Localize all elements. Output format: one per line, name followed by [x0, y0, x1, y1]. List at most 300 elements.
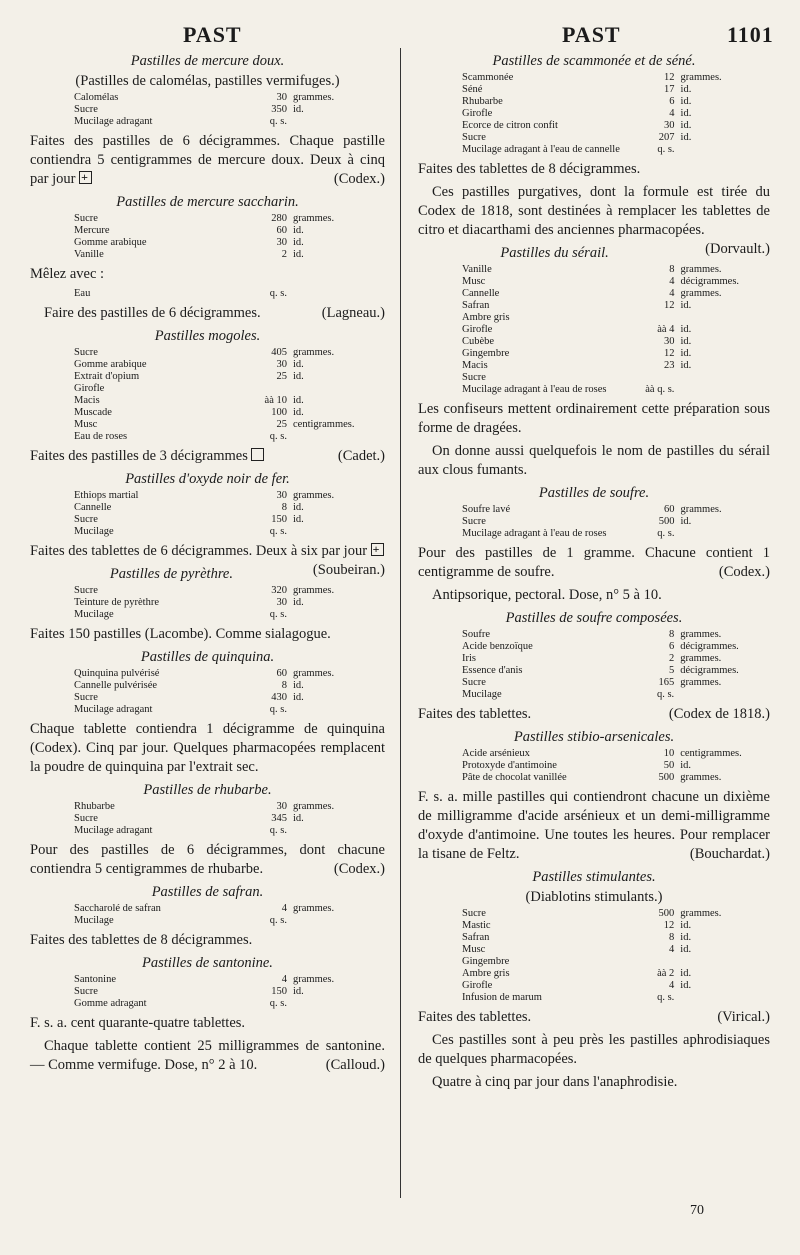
ingredient-name: Sucre: [462, 132, 486, 143]
source-citation: (Cadet.): [337, 448, 385, 464]
ingredient-row: [74, 704, 383, 716]
page-number: 1101: [727, 22, 774, 47]
ingredient-row: [74, 597, 383, 609]
ingredient-quantity: àà q. s.: [645, 384, 675, 395]
ingredient-unit: [293, 998, 383, 1010]
ingredient-row: [74, 680, 383, 692]
ingredient-quantity: 4: [669, 288, 675, 299]
ingredient-name: Gomme arabique: [74, 359, 147, 370]
ingredient-quantity: 500: [658, 772, 675, 783]
ingredient-name: Rhubarbe: [74, 801, 115, 812]
instruction-text: Pour des pastilles de 6 décigrammes, dont chacune contiendra 5 centigrammes de rhubarbe.: [30, 842, 385, 877]
ingredient-quantity: q. s.: [269, 609, 287, 620]
ingredient-name: Santonine: [74, 974, 116, 985]
ingredient-unit: id.: [293, 502, 304, 513]
recipe-instructions: [30, 447, 385, 466]
ingredient-quantity: q. s.: [269, 116, 287, 127]
ingredient-quantity: 8: [668, 629, 675, 640]
ingredient-name: Girofle: [74, 383, 105, 394]
recipe-instructions: [30, 132, 385, 189]
recipe-section: [30, 648, 385, 777]
recipe-table: [74, 903, 383, 927]
ingredient-unit: [293, 383, 383, 395]
ingredient-name: Gomme adragant: [74, 998, 147, 1009]
recipe-title: Pastilles mogoles.: [154, 328, 261, 344]
ingredient-name: Macis: [74, 395, 100, 406]
ingredient-unit: id.: [680, 944, 692, 955]
ingredient-name: Acide arsénieux: [462, 748, 530, 759]
ingredient-quantity: 2: [281, 249, 287, 260]
recipe-table: [74, 347, 383, 443]
ingredient-quantity: 4: [669, 276, 675, 287]
ingredient-row: [462, 360, 770, 372]
ingredient-name: Mucilage: [74, 609, 114, 620]
ingredient-row: [74, 347, 383, 359]
ingredient-unit: [680, 384, 770, 396]
running-head-center: PAST: [562, 22, 621, 47]
ingredient-unit: id.: [293, 514, 304, 525]
recipe-dosage: [418, 1073, 770, 1092]
ingredient-quantity: 4: [669, 108, 675, 119]
ingredient-row: [462, 84, 770, 96]
ingredient-quantity: q. s.: [269, 288, 287, 299]
ingredient-name: Soufre: [462, 629, 490, 640]
ingredient-name: Sucre: [74, 347, 98, 358]
recipe-subtitle: (Diablotins stimulants.): [525, 889, 663, 905]
ingredient-name: Musc: [462, 276, 486, 287]
ingredient-unit: id.: [680, 968, 692, 979]
ingredient-unit: id.: [680, 132, 692, 143]
ingredient-quantity: 8: [669, 264, 675, 275]
ingredient-unit: id.: [293, 692, 304, 703]
instruction-text: Pour des pastilles de 1 gramme. Chacune contient 1 centigramme de soufre.: [418, 545, 770, 580]
ingredient-name: Ambre gris: [462, 312, 510, 323]
ingredient-quantity: [249, 383, 293, 395]
source-citation: (Codex de 1818.): [668, 706, 770, 722]
ingredient-unit: grammes.: [680, 72, 722, 83]
ingredient-row: [462, 629, 770, 641]
ingredient-quantity: 30: [664, 120, 675, 131]
ingredient-unit: id.: [680, 920, 692, 931]
ingredient-name: Infusion de marum: [462, 992, 542, 1003]
ingredient-row: [74, 668, 383, 680]
recipe-instructions: [418, 544, 770, 582]
recipe-instructions: [30, 720, 385, 777]
recipe-notes: [30, 1037, 385, 1075]
ingredient-name: Cannelle: [74, 502, 112, 513]
recipe-title: Pastilles de soufre.: [538, 485, 650, 501]
ingredient-unit: [680, 372, 770, 384]
ingredient-unit: décigrammes.: [680, 276, 740, 287]
ingredient-name: Extrait d'opium: [74, 371, 140, 382]
recipe-instructions: [418, 1008, 770, 1027]
instruction-text: Faites des pastilles de 3 décigrammes: [30, 448, 248, 464]
recipe-instructions: [30, 1014, 385, 1033]
ingredient-unit: décigrammes.: [680, 665, 739, 676]
source-citation: (Soubeiran.): [312, 562, 385, 578]
ingredient-row: [462, 689, 770, 701]
ingredient-unit: grammes.: [293, 92, 335, 103]
ingredient-quantity: 500: [658, 516, 675, 527]
instruction-text: F. s. a. cent quarante-quatre tablettes.: [30, 1015, 246, 1031]
ingredient-name: Cannelle: [462, 288, 500, 299]
recipe-title: Pastilles de mercure saccharin.: [116, 194, 299, 210]
instruction-text: Faites 150 pastilles (Lacombe). Comme sialagogue.: [30, 626, 331, 642]
ingredient-quantity: q. s.: [657, 144, 675, 155]
recipe-section: [30, 52, 385, 189]
dose-symbol-icon: [371, 543, 384, 556]
ingredient-name: Sucre: [74, 213, 98, 224]
source-citation: (Codex.): [333, 171, 385, 187]
recipe-table: [74, 585, 383, 621]
ingredient-quantity: q. s.: [269, 915, 287, 926]
ingredient-row: [462, 324, 770, 336]
ingredient-name: Mucilage adragant: [74, 825, 153, 836]
recipe-instructions: [30, 931, 385, 950]
ingredient-name: Mastic: [462, 920, 491, 931]
ingredient-row: [462, 348, 770, 360]
ingredient-unit: [681, 144, 770, 156]
recipe-table: [462, 264, 770, 396]
ingredient-quantity: q. s.: [269, 526, 287, 537]
ingredient-unit: grammes.: [293, 490, 335, 501]
ingredient-quantity: 12: [663, 348, 675, 359]
source-citation: (Codex.): [333, 861, 385, 877]
ingredient-name: Eau: [74, 288, 91, 299]
ingredient-unit: [293, 825, 383, 837]
ingredient-row: [462, 920, 770, 932]
ingredient-quantity: 30: [276, 801, 287, 812]
ingredient-quantity: 60: [276, 225, 287, 236]
ingredient-unit: [293, 526, 383, 538]
ingredient-unit: grammes.: [680, 908, 722, 919]
ingredient-name: Muscade: [74, 407, 112, 418]
ingredient-name: Girofle: [462, 324, 493, 335]
ingredient-unit: id.: [293, 249, 304, 260]
ingredient-name: Mucilage adragant: [74, 704, 153, 715]
ingredient-name: Ambre gris: [462, 968, 510, 979]
source-citation: (Dorvault.): [705, 241, 770, 257]
ingredient-unit: id.: [293, 813, 304, 824]
notes-text: Ces pastilles purgatives, dont la formule est tirée du Codex de 1818, sont destinées à remplacer les tablettes de citro et diacarthami des anciennes pharmacopées.: [418, 184, 770, 238]
ingredient-quantity: 280: [271, 213, 287, 224]
ingredient-quantity: 6: [668, 641, 675, 652]
ingredient-row: [74, 502, 383, 514]
ingredient-unit: grammes.: [293, 903, 335, 914]
ingredient-quantity: q. s.: [269, 431, 287, 442]
ingredient-row: [462, 264, 770, 276]
instruction-text: Faites des pastilles de 6 décigrammes. Chaque pastille contiendra 5 centigrammes de mercure doux. Deux à cinq par jour: [30, 133, 385, 187]
ingredient-quantity: 350: [271, 104, 287, 115]
recipe-notes: [418, 442, 770, 480]
ingredient-quantity: 405: [271, 347, 287, 358]
ingredient-quantity: 6: [669, 96, 675, 107]
recipe-table: [74, 974, 383, 1010]
ingredient-quantity: àà 10: [264, 395, 287, 406]
recipe-instructions: [30, 265, 385, 284]
ingredient-quantity: 12: [664, 72, 675, 83]
ingredient-row: [462, 144, 770, 156]
instruction-text: Chaque tablette contiendra 1 décigramme de quinquina (Codex). Cinq par jour. Quelques pharmacopées remplacent la poudre de quinquina par l'extrait sec.: [30, 721, 385, 775]
ingredient-name: Ecorce de citron confit: [462, 120, 558, 131]
ingredient-unit: id.: [680, 360, 692, 371]
recipe-instructions: [30, 841, 385, 879]
ingredient-row: [462, 120, 770, 132]
ingredient-name: Soufre lavé: [462, 504, 511, 515]
ingredient-row: [74, 974, 383, 986]
recipe-title: Pastilles d'oxyde noir de fer.: [125, 471, 290, 487]
ingredient-quantity: 150: [271, 514, 287, 525]
ingredient-row: [462, 336, 770, 348]
dosage-text: Quatre à cinq par jour dans l'anaphrodisie.: [432, 1074, 678, 1090]
source-citation: (Virical.): [717, 1009, 770, 1025]
ingredient-quantity: 30: [276, 92, 287, 103]
ingredient-quantity: 30: [276, 597, 287, 608]
recipe-table: [74, 92, 383, 128]
ingredient-name: Mucilage: [74, 915, 114, 926]
ingredient-name: Musc: [74, 419, 98, 430]
ingredient-quantity: 50: [663, 760, 675, 771]
recipe-title: Pastilles de rhubarbe.: [143, 782, 272, 798]
ingredient-quantity: 12: [663, 300, 675, 311]
right-column: [418, 48, 770, 1096]
ingredient-unit: id.: [293, 237, 304, 248]
ingredient-row: [462, 528, 770, 540]
ingredient-row: [462, 748, 770, 760]
footer-number: 70: [690, 1203, 704, 1218]
ingredient-name: Mucilage adragant à l'eau de roses: [462, 528, 607, 539]
ingredient-row: [74, 371, 383, 383]
ingredient-quantity: 30: [663, 336, 675, 347]
ingredient-row: [74, 609, 383, 621]
ingredient-name: Girofle: [462, 108, 493, 119]
recipe-subtitle: (Pastilles de calomélas, pastilles vermifuges.): [75, 73, 340, 89]
ingredient-unit: id.: [293, 104, 304, 115]
recipe-title: Pastilles stimulantes.: [532, 869, 656, 885]
ingredient-row: [462, 300, 770, 312]
ingredient-name: Iris: [462, 653, 476, 664]
running-head-left: PAST: [183, 22, 242, 47]
ingredient-unit: grammes.: [680, 772, 722, 783]
ingredient-name: Essence d'anis: [462, 665, 523, 676]
ingredient-name: Eau de roses: [74, 431, 128, 442]
recipe-title: Pastilles stibio-arsenicales.: [513, 729, 675, 745]
notes-text: On donne aussi quelquefois le nom de pastilles du sérail aux clous fumants.: [418, 443, 770, 478]
ingredient-quantity: 500: [658, 908, 675, 919]
left-column: [30, 48, 385, 1079]
ingredient-quantity: 4: [281, 903, 287, 914]
ingredient-row: [74, 237, 383, 249]
recipe-section: [30, 327, 385, 466]
ingredient-row: [74, 383, 383, 395]
recipe-instructions: [418, 400, 770, 438]
instruction-text: Faites des tablettes.: [418, 1009, 532, 1025]
ingredient-name: Scammonée: [462, 72, 514, 83]
ingredient-row: [74, 116, 383, 128]
ingredient-unit: id.: [293, 371, 304, 382]
recipe-instructions: [418, 705, 770, 724]
ingredient-name: Ethiops martial: [74, 490, 139, 501]
ingredient-name: Calomélas: [74, 92, 119, 103]
ingredient-row: [462, 516, 770, 528]
ingredient-unit: grammes.: [680, 677, 722, 688]
ingredient-name: Vanille: [74, 249, 104, 260]
ingredient-unit: centigrammes.: [293, 419, 355, 430]
notes-text: Ces pastilles sont à peu près les pastilles aphrodisiaques de quelques pharmacopées.: [418, 1032, 770, 1067]
ingredient-quantity: q. s.: [269, 998, 287, 1009]
ingredient-row: [462, 944, 770, 956]
ingredient-row: [74, 419, 383, 431]
ingredient-quantity: 25: [276, 419, 287, 430]
ingredient-unit: id.: [680, 516, 692, 527]
ingredient-unit: id.: [680, 336, 692, 347]
ingredient-unit: id.: [293, 359, 304, 370]
ingredient-quantity: 17: [664, 84, 675, 95]
ingredient-unit: [293, 288, 383, 300]
ingredient-quantity: q. s.: [269, 825, 287, 836]
ingredient-name: Sucre: [74, 986, 98, 997]
ingredient-unit: id.: [680, 300, 692, 311]
ingredient-name: Sucre: [462, 372, 486, 383]
source-citation: (Codex.): [718, 564, 770, 580]
ingredient-row: [74, 801, 383, 813]
ingredient-name: Mucilage adragant: [74, 116, 153, 127]
ingredient-unit: grammes.: [680, 653, 722, 664]
ingredient-row: [462, 653, 770, 665]
source-citation: (Bouchardat.): [689, 846, 770, 862]
ingredient-quantity: 430: [271, 692, 287, 703]
ingredient-name: Quinquina pulvérisé: [74, 668, 160, 679]
recipe-table: [74, 490, 383, 538]
notes-text: Antipsorique, pectoral. Dose, n° 5 à 10.: [432, 587, 662, 603]
source-citation: (Lagneau.): [321, 305, 385, 321]
ingredient-quantity: àà 4: [657, 324, 675, 335]
recipe-notes: [418, 586, 770, 605]
ingredient-name: Safran: [462, 300, 490, 311]
ingredient-name: Teinture de pyrèthre: [74, 597, 159, 608]
recipe-section: [30, 883, 385, 950]
recipe-title: Pastilles de soufre composées.: [505, 610, 683, 626]
recipe-table: [462, 908, 770, 1004]
ingredient-unit: id.: [293, 407, 304, 418]
ingredient-quantity: àà 2: [657, 968, 675, 979]
ingredient-quantity: q. s.: [269, 704, 287, 715]
recipe-title: Pastilles du sérail.: [500, 245, 609, 261]
ingredient-row: [462, 96, 770, 108]
ingredient-quantity: 12: [663, 920, 675, 931]
ingredient-unit: [293, 609, 383, 621]
ingredient-quantity: 8: [281, 680, 287, 691]
ingredient-unit: grammes.: [680, 264, 722, 275]
ingredient-unit: grammes.: [680, 504, 722, 515]
ingredient-unit: [293, 704, 383, 716]
ingredient-name: Protoxyde d'antimoine: [462, 760, 557, 771]
column-rule: [400, 48, 401, 1198]
ingredient-row: [74, 692, 383, 704]
ingredient-name: Sucre: [74, 692, 98, 703]
ingredient-quantity: 60: [663, 504, 675, 515]
recipe-table: [462, 504, 770, 540]
instruction-text: Mêlez avec :: [30, 266, 105, 282]
ingredient-row: [462, 992, 770, 1004]
ingredient-quantity: 345: [271, 813, 287, 824]
recipe-table: [74, 213, 383, 261]
ingredient-row: [462, 665, 770, 677]
ingredient-quantity: [636, 956, 680, 968]
recipe-table: [462, 629, 770, 701]
ingredient-row: [462, 641, 770, 653]
recipe-section: [418, 484, 770, 605]
recipe-title: Pastilles de scammonée et de séné.: [492, 53, 696, 69]
ingredient-name: Vanille: [462, 264, 492, 275]
ingredient-quantity: 207: [658, 132, 675, 143]
ingredient-unit: id.: [293, 395, 304, 406]
ingredient-row: [462, 108, 770, 120]
ingredient-row: [74, 225, 383, 237]
ingredient-quantity: 4: [669, 944, 675, 955]
ingredient-quantity: 8: [281, 502, 287, 513]
source-citation: (Calloud.): [325, 1057, 385, 1073]
ingredient-unit: id.: [293, 680, 304, 691]
ingredient-row: [462, 504, 770, 516]
ingredient-quantity: 10: [663, 748, 675, 759]
ingredient-unit: [293, 116, 383, 128]
ingredient-quantity: q. s.: [656, 689, 675, 700]
ingredient-unit: id.: [293, 986, 304, 997]
ingredient-quantity: [637, 312, 681, 324]
ingredient-quantity: 25: [276, 371, 287, 382]
recipe-table: [462, 72, 770, 156]
ingredient-name: Mercure: [74, 225, 110, 236]
recipe-section: [30, 193, 385, 323]
ingredient-name: Mucilage: [74, 526, 114, 537]
ingredient-name: Sucre: [74, 104, 98, 115]
ingredient-row: [462, 956, 770, 968]
ingredient-row: [74, 915, 383, 927]
recipe-table: [74, 288, 383, 300]
ingredient-unit: [680, 689, 770, 701]
recipe-table: [74, 801, 383, 837]
instruction-text: Faites des tablettes.: [418, 706, 532, 722]
ingredient-name: Acide benzoïque: [462, 641, 533, 652]
instruction-text: Les confiseurs mettent ordinairement cette préparation sous forme de dragées.: [418, 401, 770, 436]
ingredient-quantity: 30: [276, 237, 287, 248]
recipe-instructions: [418, 788, 770, 864]
ingredient-unit: id.: [680, 324, 692, 335]
instruction-text: Faites des tablettes de 8 décigrammes.: [30, 932, 253, 948]
ingredient-row: [74, 490, 383, 502]
ingredient-row: [74, 431, 383, 443]
ingredient-row: [74, 585, 383, 597]
ingredient-row: [74, 514, 383, 526]
recipe-title: Pastilles de pyrèthre.: [109, 566, 233, 582]
ingredient-row: [462, 932, 770, 944]
ingredient-unit: grammes.: [293, 801, 335, 812]
ingredient-quantity: q. s.: [657, 992, 675, 1003]
ingredient-quantity: 30: [276, 359, 287, 370]
ingredient-row: [462, 72, 770, 84]
square-symbol-icon: [251, 448, 264, 461]
ingredient-unit: id.: [293, 597, 304, 608]
ingredient-unit: id.: [680, 108, 692, 119]
ingredient-name: Mucilage adragant à l'eau de roses: [462, 384, 607, 395]
ingredient-name: Sucre: [74, 813, 98, 824]
ingredient-unit: id.: [680, 348, 692, 359]
ingredient-name: Rhubarbe: [462, 96, 503, 107]
recipe-section: [418, 728, 770, 864]
ingredient-unit: id.: [680, 84, 692, 95]
ingredient-name: Sucre: [74, 514, 98, 525]
